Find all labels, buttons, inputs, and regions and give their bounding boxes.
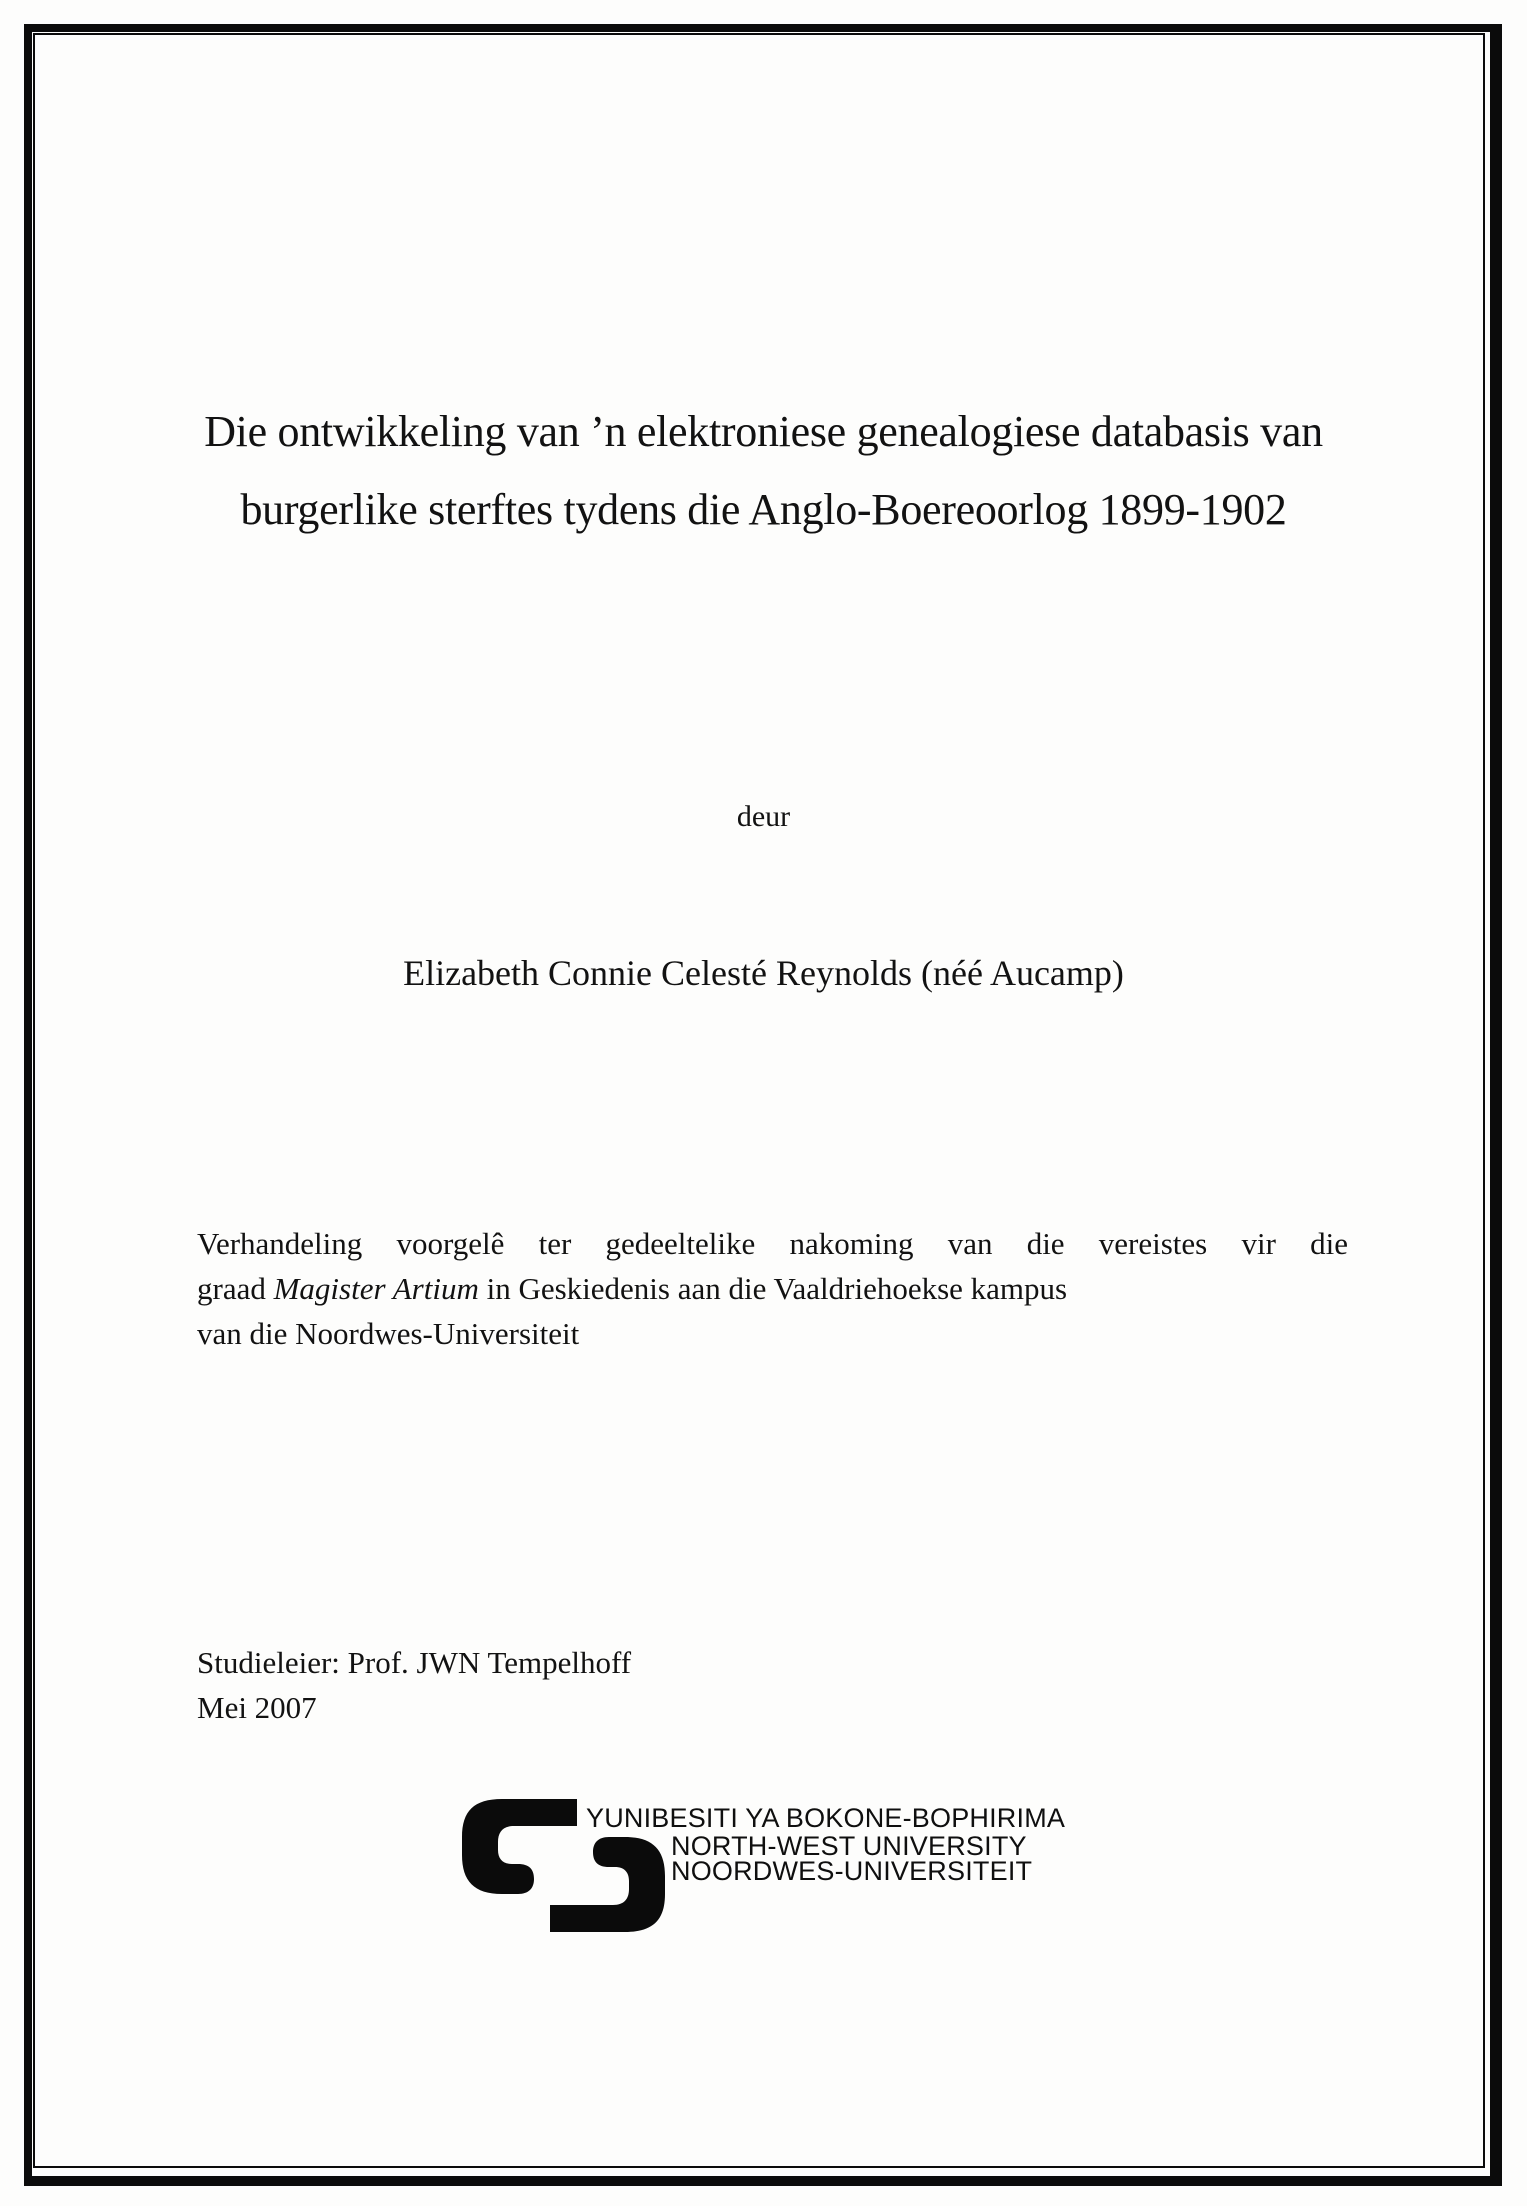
author-name: Elizabeth Connie Celesté Reynolds (néé Aucamp): [403, 953, 1124, 993]
degree-statement-line3: van die Noordwes-Universiteit: [197, 1316, 580, 1351]
logo-text-setswana: YUNIBESITI YA BOKONE-BOPHIRIMA: [586, 1803, 1066, 1833]
degree-name-italic: Magister Artium: [273, 1271, 479, 1306]
thesis-title: [100, 393, 1427, 549]
logo-text-english: NORTH-WEST UNIVERSITY: [671, 1831, 1027, 1861]
logo-text-afrikaans: NOORDWES-UNIVERSITEIT: [671, 1856, 1033, 1886]
supervisor-block: [197, 1640, 631, 1730]
degree-statement-line2-pre: graad: [197, 1271, 274, 1306]
degree-statement-line1: Verhandeling voorgelê ter gedeeltelike nakoming van die vereistes vir die: [197, 1226, 1348, 1261]
degree-statement-line2-post: in Geskiedenis aan die Vaaldriehoekse kampus: [478, 1271, 1068, 1306]
byline: deur: [736, 800, 791, 833]
thesis-title-line1: Die ontwikkeling van ’n elektroniese genealogiese databasis van: [204, 407, 1323, 456]
degree-statement: [197, 1221, 1348, 1356]
supervisor-line: Studieleier: Prof. JWN Tempelhoff: [197, 1645, 632, 1680]
date-line: Mei 2007: [197, 1690, 317, 1725]
thesis-title-line2: burgerlike sterftes tydens die Anglo-Boereoorlog 1899-1902: [240, 485, 1287, 534]
degree-statement-line2: [197, 1266, 1348, 1311]
university-logo: [462, 1797, 1102, 1942]
